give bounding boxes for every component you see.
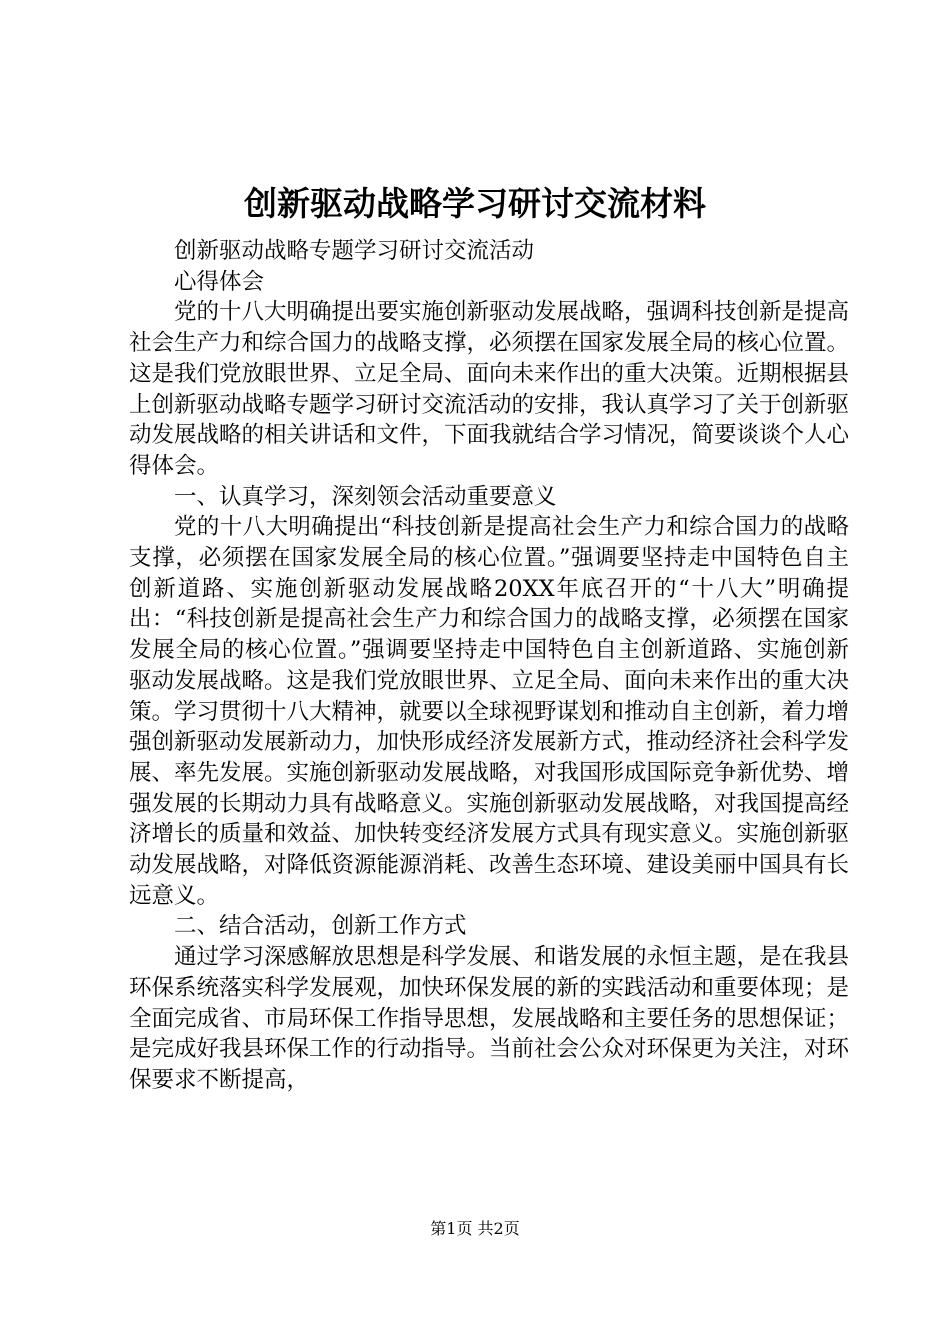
paragraph-intro: 党的十八大明确提出要实施创新驱动发展战略，强调科技创新是提高社会生产力和综合国力的战略支撑，必须摆在国家发展全局的核心位置。这是我们党放眼世界、立足全局、面向未来作出的重大决策。近期根据县上创新驱动战略专题学习研讨交流活动的安排，我认真学习了关于创新驱动发展战略的相关讲话和文件，下面我就结合学习情况，简要谈谈个人心得体会。 — [129, 299, 850, 479]
page-number-footer: 第1页 共2页 — [430, 1219, 520, 1238]
section-heading-1: 一、认真学习，深刻领会活动重要意义 — [174, 483, 557, 510]
paragraph-section-1: 党的十八大明确提出“科技创新是提高社会生产力和综合国力的战略支撑，必须摆在国家发展全局的核心位置。”强调要坚持走中国特色自主创新道路、实施创新驱动发展战略20XX年底召开的“十八大”明确提出：“科技创新是提高社会生产力和综合国力的战略支撑，必须摆在国家发展全局的核心位置。”强调要坚持走中国特色自主创新道路、实施创新驱动发展战略。这是我们党放眼世界、立足全局、面向未来作出的重大决策。学习贯彻十八大精神，就要以全球视野谋划和推动自主创新，着力增强创新驱动发展新动力，加快形成经济发展新方式，推动经济社会科学发展、率先发展。实施创新驱动发展战略，对我国形成国际竞争新优势、增强发展的长期动力具有战略意义。实施创新驱动发展战略，对我国提高经济增长的质量和效益、加快转变经济发展方式具有现实意义。实施创新驱动发展战略，对降低资源能源消耗、改善生态环境、建设美丽中国具有长远意义。 — [129, 514, 850, 909]
document-body — [129, 236, 849, 1096]
document-title: 创新驱动战略学习研讨交流材料 — [244, 184, 706, 223]
paragraph-subtitle-2: 心得体会 — [174, 268, 265, 295]
paragraph-subtitle: 创新驱动战略专题学习研讨交流活动 — [174, 238, 535, 264]
section-heading-2: 二、结合活动，创新工作方式 — [174, 913, 467, 940]
paragraph-section-2: 通过学习深感解放思想是科学发展、和谐发展的永恒主题，是在我县环保系统落实科学发展观，加快环保发展的新的实践活动和重要体现；是全面完成省、市局环保工作指导思想，发展战略和主要任务的思想保证；是完成好我县环保工作的行动指导。当前社会公众对环保更为关注，对环保要求不断提高， — [129, 944, 850, 1093]
